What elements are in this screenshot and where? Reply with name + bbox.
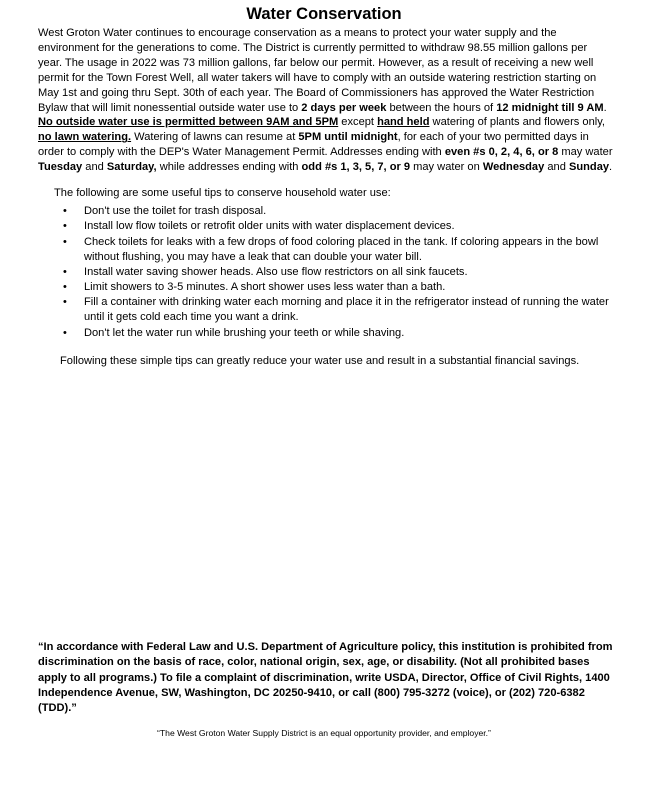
intro-paragraph [38, 26, 614, 175]
intro-text: watering of plants and flowers only, [429, 116, 606, 129]
tip-text: Don't use the toilet for trash disposal. [84, 205, 267, 217]
tips-list [63, 204, 616, 341]
tip-item [63, 280, 616, 295]
intro-text: between the hours of [386, 101, 497, 114]
intro-text: may water [558, 146, 613, 159]
bullet-icon: • [63, 326, 67, 339]
tip-item [63, 235, 616, 265]
intro-text: Watering of lawns can resume at [131, 131, 299, 144]
intro-text: , for each of your two permitted days in order to comply with the DEP's Water Management Permit. Addresses ending with [38, 131, 589, 159]
tip-item [63, 219, 616, 234]
emphasis-odd-numbers: odd #s 1, 3, 5, 7, or 9 [301, 161, 411, 174]
tip-text: Install low flow toilets or retrofit older units with water displacement devices. [84, 220, 455, 233]
closing-paragraph: Following these simple tips can greatly reduce your water use and result in a substantial financial savings. [60, 355, 580, 367]
intro-text: except [338, 116, 378, 129]
tip-item [63, 204, 616, 219]
page-title: Water Conservation [246, 5, 402, 23]
emphasis-lawn-hours: 5PM until midnight [298, 131, 398, 144]
emphasis-days-per-week: 2 days per week [301, 101, 387, 114]
bullet-icon: • [63, 220, 67, 233]
tip-text: Don't let the water run while brushing your teeth or while shaving. [84, 326, 405, 339]
tip-item [63, 265, 616, 280]
intro-text: while addresses ending with [156, 161, 302, 174]
emphasis-sunday: Sunday [568, 161, 610, 174]
bullet-icon: • [63, 265, 67, 278]
intro-text: and [544, 161, 569, 174]
bullet-icon: • [63, 205, 67, 217]
tips-lead: The following are some useful tips to conserve household water use: [54, 187, 391, 199]
emphasis-hours: 12 midnight till 9 AM [496, 101, 604, 114]
tip-item [63, 326, 616, 341]
intro-text: and [82, 161, 107, 174]
tip-text: Fill a container with drinking water each morning and place it in the refrigerator instead of running the water until it gets cold each time you want a drink. [84, 296, 609, 324]
emphasis-no-lawn-watering: no lawn watering. [38, 131, 132, 144]
tip-text: Limit showers to 3-5 minutes. A short shower uses less water than a bath. [84, 281, 446, 294]
emphasis-no-outside-use: No outside water use is permitted between 9AM and 5PM [38, 116, 339, 129]
bullet-icon: • [63, 235, 67, 248]
equal-opportunity-footer: “The West Groton Water Supply District is an equal opportunity provider, and employer.” [157, 728, 491, 738]
intro-text: . [603, 101, 607, 114]
tip-item [63, 295, 616, 325]
bullet-icon: • [63, 296, 67, 309]
emphasis-tuesday: Tuesday [38, 161, 83, 174]
tip-text: Check toilets for leaks with a few drops of food coloring placed in the tank. If coloring appears in the bowl without flushing, you may have a leak that can double your water bill. [84, 235, 599, 263]
intro-text: . [609, 161, 613, 174]
bullet-icon: • [63, 281, 67, 294]
emphasis-even-numbers: even #s 0, 2, 4, 6, or 8 [444, 146, 559, 159]
nondiscrimination-statement: “In accordance with Federal Law and U.S. Department of Agriculture policy, this institution is prohibited from discrimination on the basis of race, color, national origin, sex, age, or disability. (Not all prohibited bases apply to all programs.) To file a complaint of discrimination, write USDA, Director, Office of Civil Rights, 1400 Independence Avenue, SW, Washington, DC 20250-9410, or call (800) 795-3272 (voice), or (202) 720-6382 (TDD).” [38, 641, 613, 715]
intro-text: West Groton Water continues to encourage conservation as a means to protect your water supply and the environment for the generations to come. The District is currently permitted to withdraw 98.55 million gallons per year. The usage in 2022 was 73 million gallons, far below our permit. However, as a result of receiving a new well permit for the Town Forest Well, all water takers will have to comply with an outside watering restriction starting on May 1st and going thru Sept. 30th of each year. The Board of Commissioners has approved the Water Restriction Bylaw that will limit nonessential outside water use to [38, 27, 597, 114]
emphasis-saturday: Saturday, [106, 161, 157, 174]
intro-text: may water on [410, 161, 483, 174]
tip-text: Install water saving shower heads. Also use flow restrictors on all sink faucets. [84, 265, 468, 278]
emphasis-hand-held: hand held [377, 116, 430, 129]
emphasis-wednesday: Wednesday [482, 161, 545, 174]
